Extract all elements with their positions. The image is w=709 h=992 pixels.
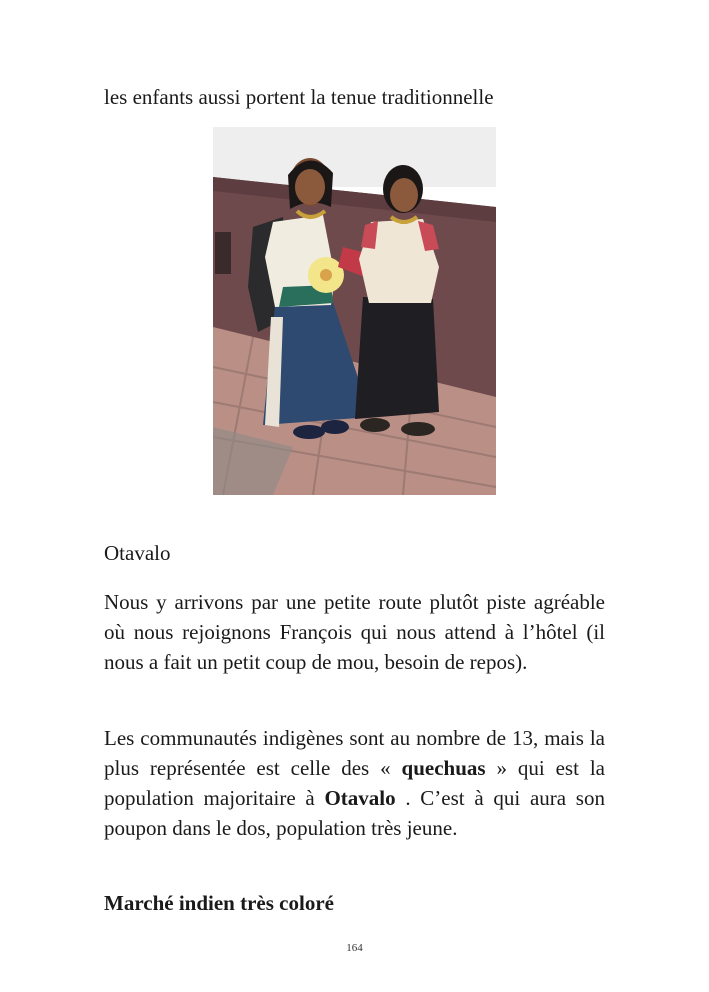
page-number: 164 xyxy=(346,942,363,954)
paragraph-communities-text-3: . C’est à qui aura son poupon dans le dos, population très jeune. xyxy=(104,786,605,840)
bold-otavalo: Otavalo xyxy=(324,786,396,810)
bold-quechuas: quechuas xyxy=(401,756,486,780)
paragraph-communities-text-1: Les communautés indigènes sont au nombre de 13, mais la plus représentée est celle des « xyxy=(104,726,605,780)
paragraph-communities-text-2: » qui est la population majoritaire à xyxy=(104,756,605,810)
paragraph-arrival: Nous y arrivons par une petite route plutôt piste agréable où nous rejoignons François qui nous attend à l’hôtel (il nous a fait un petit coup de mou, besoin de repos). xyxy=(104,590,605,674)
section-title: Otavalo xyxy=(104,541,171,565)
paragraph-communities xyxy=(104,723,605,843)
subheading-market: Marché indien très coloré xyxy=(104,891,334,915)
photo-caption: les enfants aussi portent la tenue traditionnelle xyxy=(104,85,494,109)
photo-two-girls xyxy=(213,127,496,495)
